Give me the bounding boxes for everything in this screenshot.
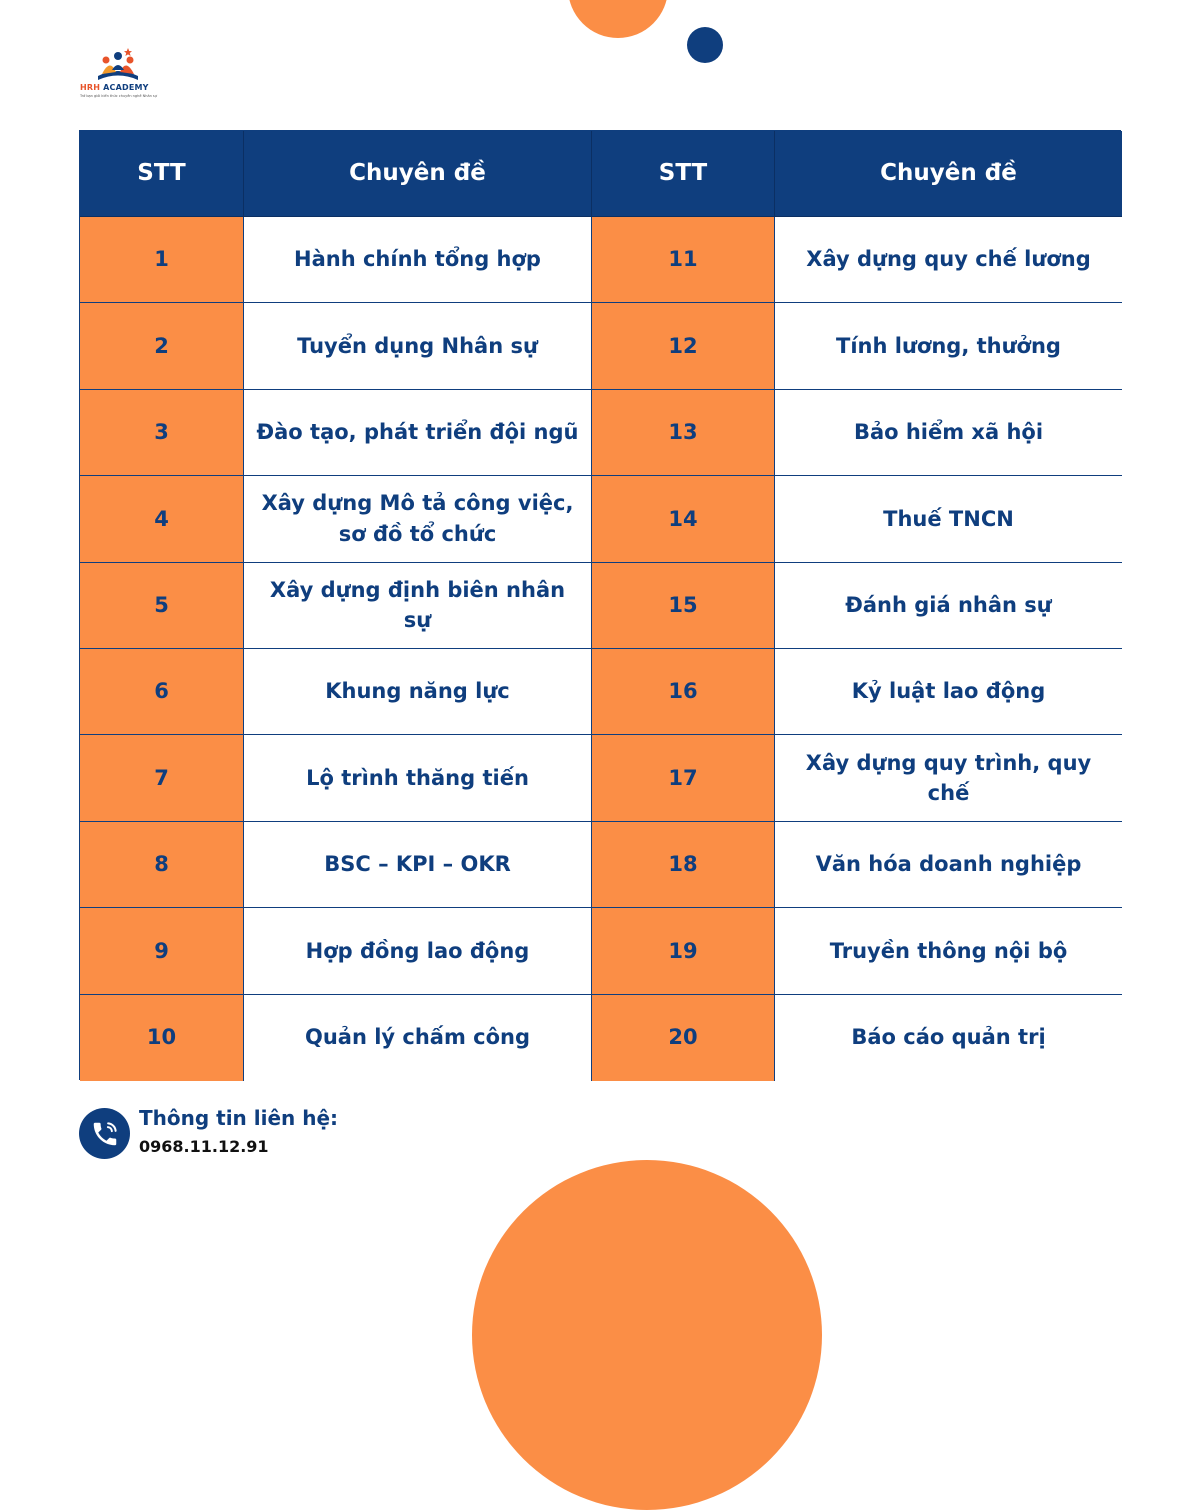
row-number: 9: [80, 908, 244, 994]
row-number: 12: [592, 303, 775, 389]
row-number: 8: [80, 822, 244, 908]
row-number: 18: [592, 822, 775, 908]
header-topic: Chuyên đề: [244, 131, 592, 217]
row-topic: Tuyển dụng Nhân sự: [244, 303, 592, 389]
row-topic: Truyền thông nội bộ: [775, 908, 1122, 994]
topics-table: [79, 130, 1121, 1080]
row-number: 6: [80, 649, 244, 735]
row-topic: Báo cáo quản trị: [775, 995, 1122, 1081]
row-number: 14: [592, 476, 775, 562]
row-number: 3: [80, 390, 244, 476]
decorative-circle-blue-top: [687, 27, 723, 63]
row-topic: Xây dựng Mô tả công việc, sơ đồ tổ chức: [244, 476, 592, 562]
row-number: 11: [592, 217, 775, 303]
row-number: 1: [80, 217, 244, 303]
hrh-academy-logo: [80, 46, 160, 102]
row-topic: BSC – KPI – OKR: [244, 822, 592, 908]
row-number: 10: [80, 995, 244, 1081]
row-number: 5: [80, 563, 244, 649]
row-number: 20: [592, 995, 775, 1081]
row-number: 4: [80, 476, 244, 562]
row-topic: Quản lý chấm công: [244, 995, 592, 1081]
row-number: 19: [592, 908, 775, 994]
row-topic: Xây dựng định biên nhân sự: [244, 563, 592, 649]
row-topic: Đánh giá nhân sự: [775, 563, 1122, 649]
row-number: 17: [592, 735, 775, 821]
row-topic: Thuế TNCN: [775, 476, 1122, 562]
row-number: 16: [592, 649, 775, 735]
row-topic: Xây dựng quy trình, quy chế: [775, 735, 1122, 821]
header-stt: STT: [80, 131, 244, 217]
row-number: 15: [592, 563, 775, 649]
row-topic: Bảo hiểm xã hội: [775, 390, 1122, 476]
header-stt: STT: [592, 131, 775, 217]
logo-people-icon: [90, 46, 146, 84]
contact-phone: 0968.11.12.91: [139, 1137, 269, 1156]
logo-wordmark: HRH ACADEMY: [80, 83, 149, 92]
row-number: 7: [80, 735, 244, 821]
row-topic: Hợp đồng lao động: [244, 908, 592, 994]
row-topic: Kỷ luật lao động: [775, 649, 1122, 735]
row-topic: Xây dựng quy chế lương: [775, 217, 1122, 303]
row-topic: Khung năng lực: [244, 649, 592, 735]
row-topic: Lộ trình thăng tiến: [244, 735, 592, 821]
header-topic: Chuyên đề: [775, 131, 1122, 217]
phone-icon: [79, 1108, 130, 1159]
row-number: 13: [592, 390, 775, 476]
decorative-circle-orange-bottom: [472, 1160, 822, 1510]
logo-tagline: Trở bạn giỏi kiến thức chuyên nghề Nhân sự: [80, 94, 157, 98]
row-topic: Đào tạo, phát triển đội ngũ: [244, 390, 592, 476]
row-topic: Tính lương, thưởng: [775, 303, 1122, 389]
row-number: 2: [80, 303, 244, 389]
contact-label: Thông tin liên hệ:: [139, 1106, 339, 1130]
row-topic: Văn hóa doanh nghiệp: [775, 822, 1122, 908]
row-topic: Hành chính tổng hợp: [244, 217, 592, 303]
decorative-circle-orange-top: [568, 0, 668, 38]
